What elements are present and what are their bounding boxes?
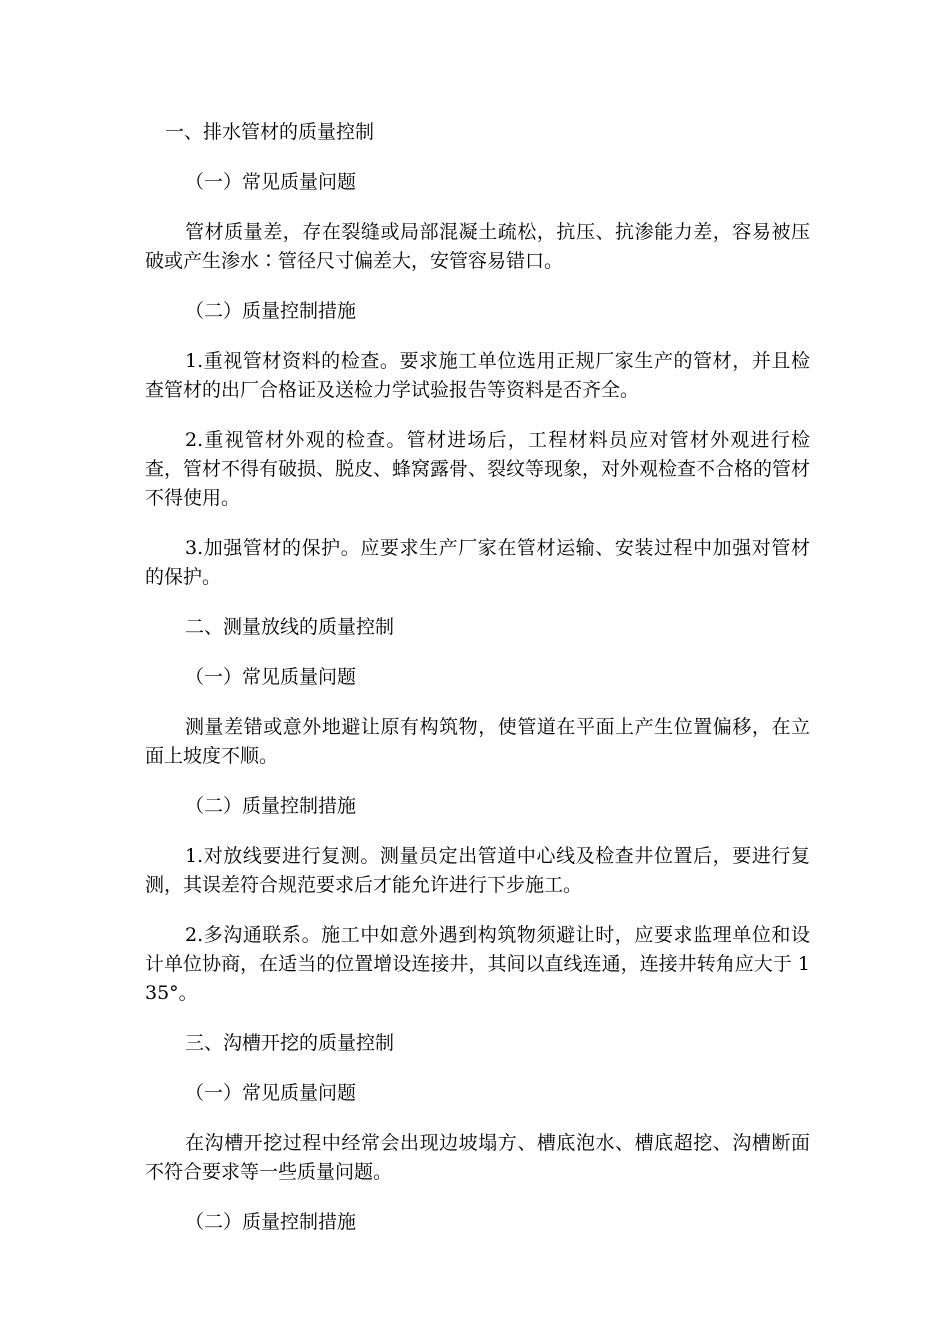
body-paragraph: 3.加强管材的保护。应要求生产厂家在管材运输、安装过程中加强对管材的保护。 bbox=[145, 537, 810, 588]
document-body bbox=[145, 118, 810, 1237]
body-paragraph: 管材质量差，存在裂缝或局部混凝土疏松，抗压、抗渗能力差，容易被压破或产生渗水∶管径尺寸偏差大，安管容易错口。 bbox=[145, 221, 810, 272]
subsection-heading: （二）质量控制措施 bbox=[185, 300, 357, 322]
section-heading-3: 三、沟槽开挖的质量控制 bbox=[185, 1032, 395, 1054]
body-paragraph: 在沟槽开挖过程中经常会出现边坡塌方、槽底泡水、槽底超挖、沟槽断面不符合要求等一些质量问题。 bbox=[145, 1132, 810, 1183]
subsection-heading: （二）质量控制措施 bbox=[185, 1211, 357, 1233]
body-paragraph: 1.对放线要进行复测。测量员定出管道中心线及检查井位置后，要进行复测，其误差符合规范要求后才能允许进行下步施工。 bbox=[145, 845, 810, 896]
subsection-heading: （一）常见质量问题 bbox=[185, 1082, 357, 1104]
body-paragraph: 2.多沟通联系。施工中如意外遇到构筑物须避让时，应要求监理单位和设计单位协商，在适当的位置增设连接井，其间以直线连通，连接井转角应大于 135°。 bbox=[145, 924, 810, 1004]
subsection-heading: （一）常见质量问题 bbox=[185, 171, 357, 193]
subsection-heading: （一）常见质量问题 bbox=[185, 666, 357, 688]
subsection-heading: （二）质量控制措施 bbox=[185, 795, 357, 817]
body-paragraph: 测量差错或意外地避让原有构筑物，使管道在平面上产生位置偏移，在立面上坡度不顺。 bbox=[145, 716, 810, 767]
section-heading-2: 二、测量放线的质量控制 bbox=[185, 616, 395, 638]
body-paragraph: 2.重视管材外观的检查。管材进场后，工程材料员应对管材外观进行检查，管材不得有破损、脱皮、蜂窝露骨、裂纹等现象，对外观检查不合格的管材不得使用。 bbox=[145, 429, 811, 509]
body-paragraph: 1.重视管材资料的检查。要求施工单位选用正规厂家生产的管材，并且检查管材的出厂合格证及送检力学试验报告等资料是否齐全。 bbox=[145, 350, 810, 401]
section-heading-1: 一、排水管材的质量控制 bbox=[165, 121, 375, 143]
